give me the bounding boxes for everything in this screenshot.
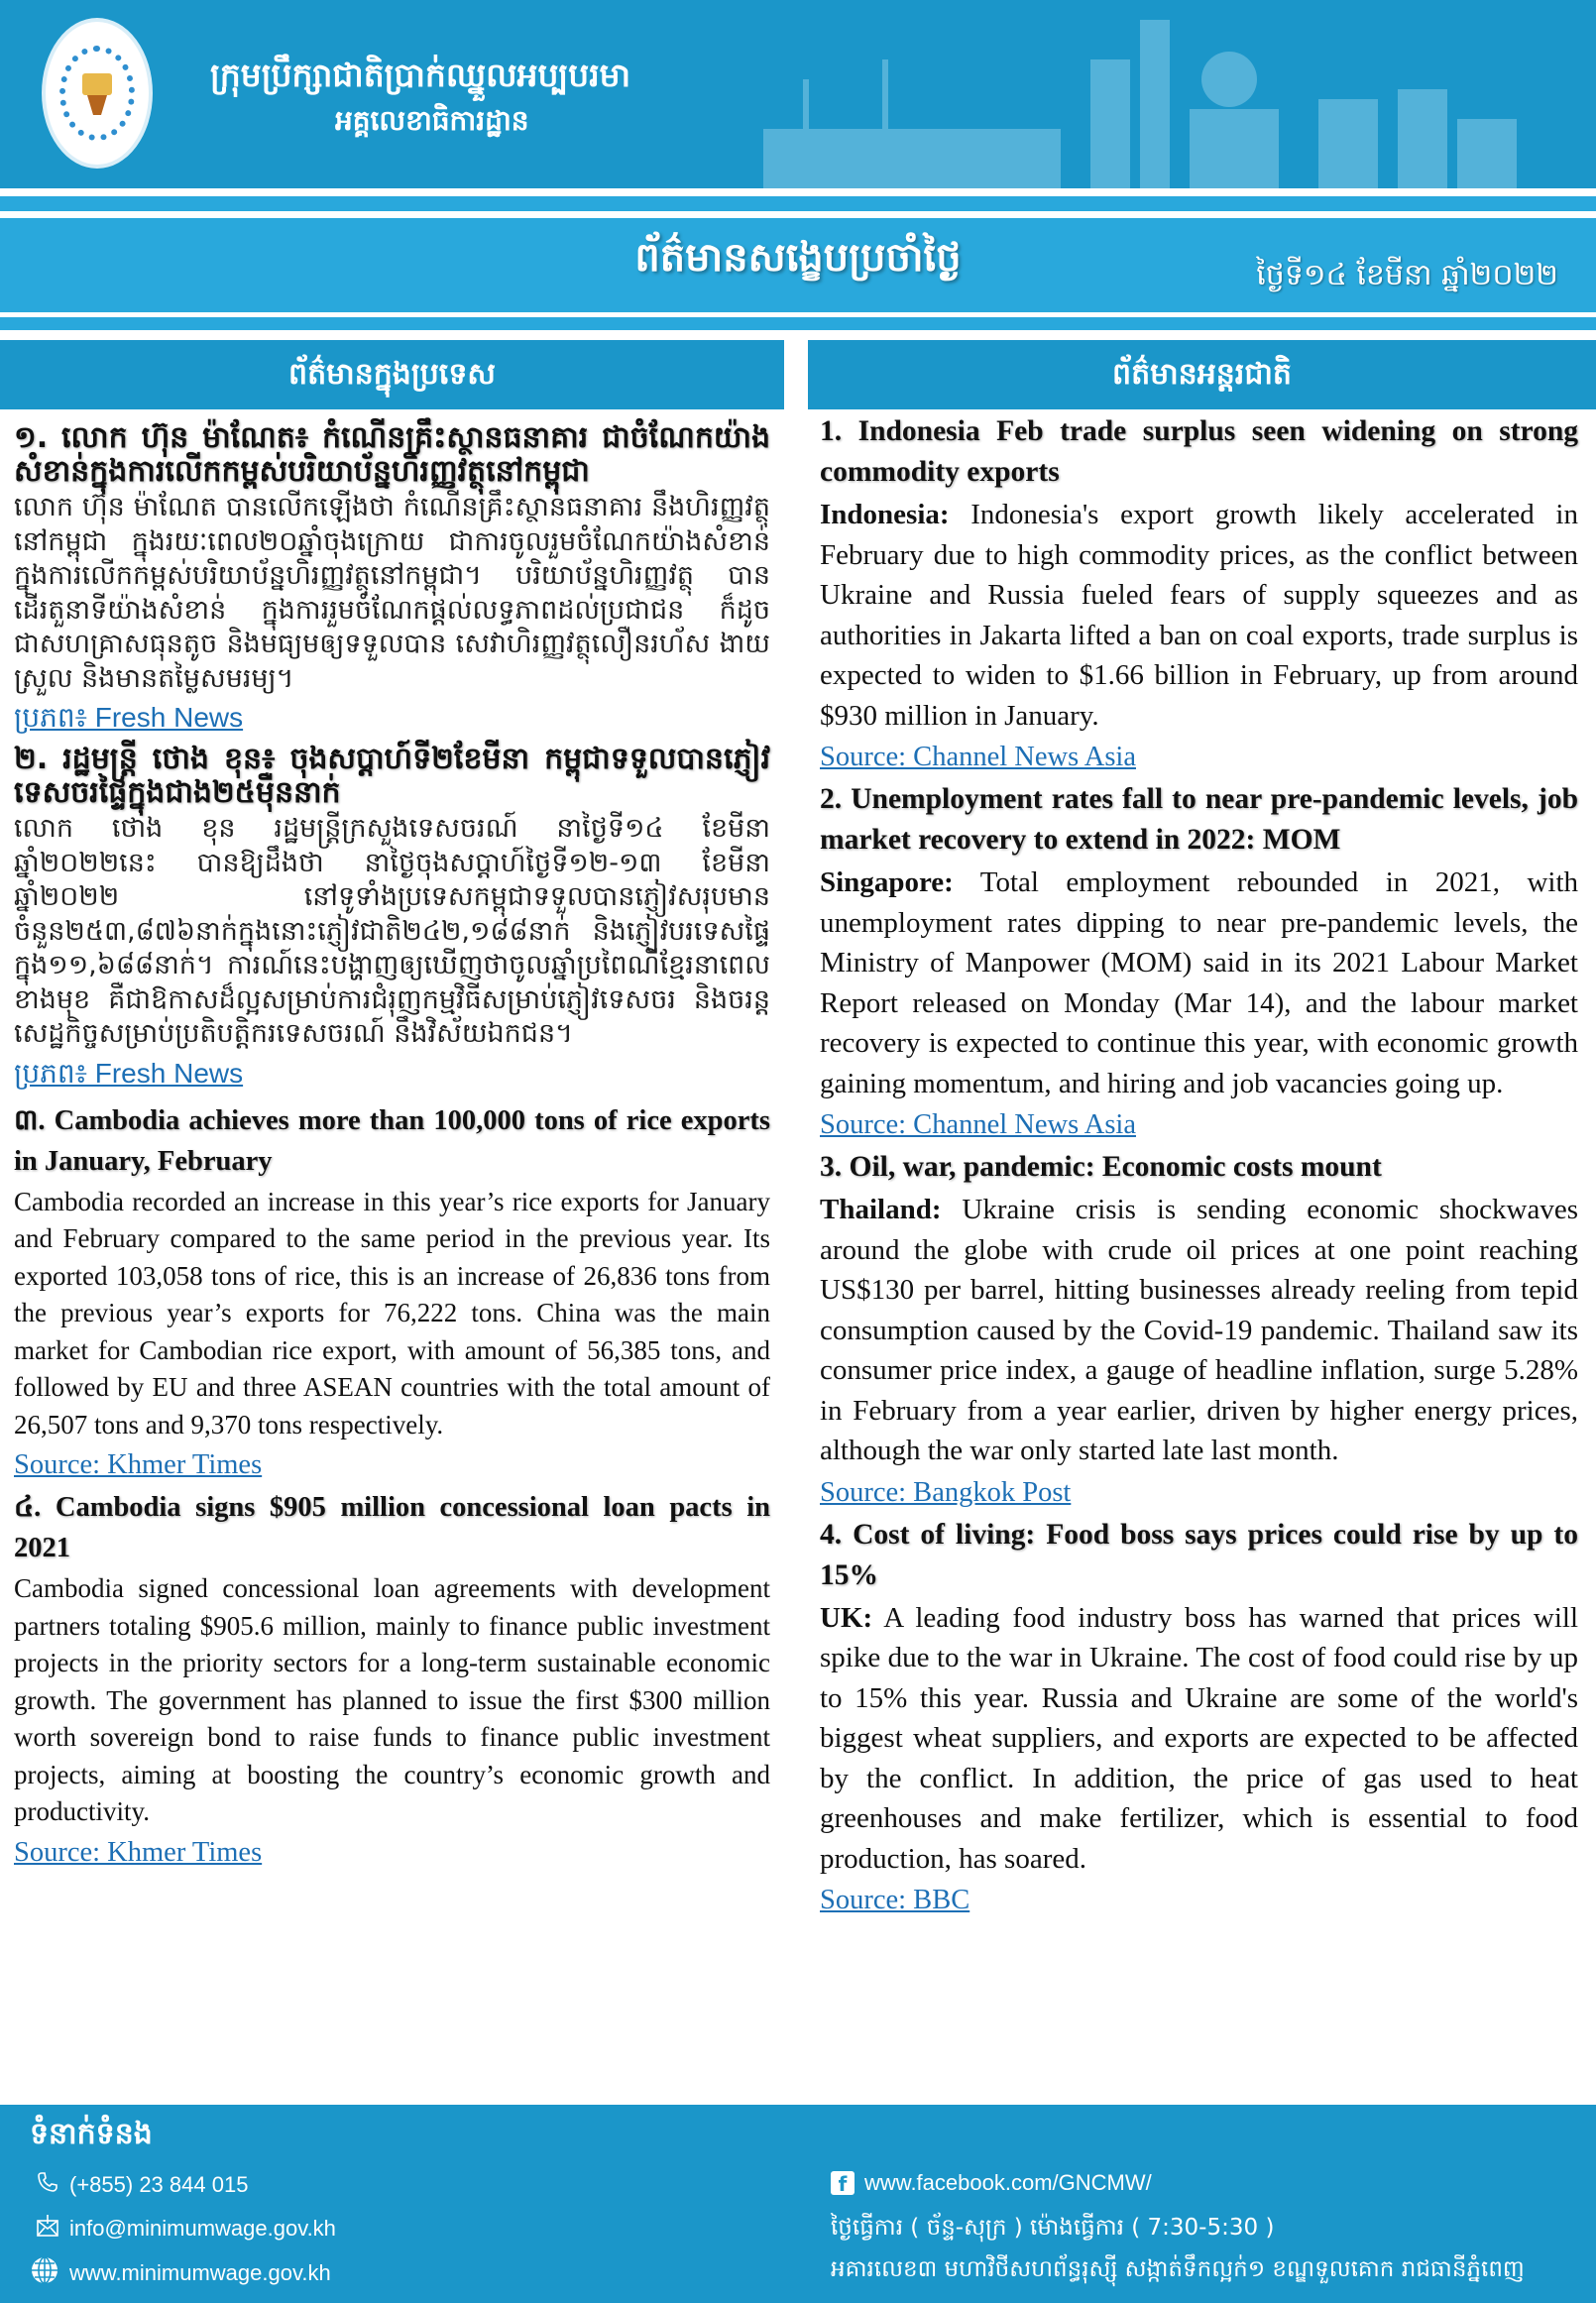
news-body [820,863,1578,1103]
news-text: Indonesia's export growth likely accelerated in February due to high commodity prices, as the conflict between Ukraine and Russia fueled fears of supply squeezes and as authorities in Jakarta lifted a ban on coal exports, trade surplus is expected to widen to $1.66 billion in February, up from around $930 million in January. [820,499,1578,732]
source-link[interactable]: Source: Khmer Times [14,1836,263,1868]
source-link[interactable]: Source: Bangkok Post [820,1476,1072,1508]
page-title: ព័ត៌មានសង្ខេបប្រចាំថ្ងៃ [634,235,962,281]
source-link[interactable]: Source: Channel News Asia [820,742,1136,772]
footer [0,2105,1596,2303]
facebook-icon: f [831,2171,855,2195]
news-title: ៤. Cambodia signs $905 million concessional loan pacts in 2021 [14,1492,770,1563]
news-body: លោក ហ៊ុន ម៉ាណែត បានលើកឡើងថា កំណើនគ្រឹះស្ថានធនាគារ នឹងហិរញ្ញវត្ថុនៅកម្ពុជា ក្នុងរយៈពេល២០ឆ្នាំចុងក្រោយ ជាការចូលរួមចំណែកយ៉ាងសំខាន់ ក្នុងការលើកកម្ពស់បរិយាប័ន្នហិរញ្ញវត្ថុនៅកម្ពុជា។ បរិយាប័ន្នហិរញ្ញវត្ថុ បានដើរតួនាទីយ៉ាងសំខាន់ ក្នុងការរួមចំណែកផ្តល់លទ្ធភាពដល់ប្រជាជន ក៏ដូចជាសហគ្រាសធុនតូច និងមធ្យមឲ្យទទួលបាន សេវាហិរញ្ញវត្ថុលឿនរហ័ស ងាយស្រួល និងមានតម្លៃសមរម្យ។ [14,492,770,694]
email-line [36,2214,336,2244]
news-item [820,411,1578,777]
website-line [30,2255,331,2291]
news-title: ៣. Cambodia achieves more than 100,000 tons of rice exports in January, February [14,1104,770,1177]
news-item [820,1147,1578,1513]
news-location: Thailand: [820,1194,942,1225]
news-body [820,1598,1578,1880]
news-item [14,1487,770,1873]
organization-name: ក្រុមប្រឹក្សាជាតិប្រាក់ឈ្នួលអប្បបរមា [210,56,631,94]
news-title: ១. លោក ហ៊ុន ម៉ាណែត៖ កំណើនគ្រឹះស្ថានធនាគារ ជាចំណែកយ៉ាងសំខាន់ក្នុងការលើកកម្ពស់បរិយាប័ន្នហិរញ្ញវត្ថុនៅកម្ពុជា [14,420,770,489]
news-body [820,1190,1578,1471]
phone-line [36,2170,248,2200]
news-body: លោក ថោង ខុន រដ្ឋមន្ត្រីក្រសួងទេសចរណ៍ នាថ្ងៃទី១៤ ខែមីនា ឆ្នាំ២០២២នេះ បានឱ្យដឹងថា នាថ្ងៃចុងសប្តាហ៍ថ្ងៃទី១២-១៣ ខែមីនា ឆ្នាំ២០២២ នៅទូទាំងប្រទេសកម្ពុជាទទួលបានភ្ញៀវសរុបមានចំនួន២៥៣,៨៧៦នាក់ក្នុងនោះភ្ញៀវជាតិ២៤២,១៨៨នាក់ និងភ្ញៀវបរទេសផ្ទៃក្នុង១១,៦៨៨នាក់។ ការណ៍នេះបង្ហាញឲ្យឃើញថាចូលឆ្នាំប្រពៃណីខ្មែរនាពេលខាងមុខ គឺជាឱកាសដ៏ល្អសម្រាប់ការជំរុញកម្មវិធីសម្រាប់ភ្ញៀវទេសចរ និងចរន្តសេដ្ឋកិច្ចសម្រាប់ប្រតិបត្តិករទេសចរណ៍ នឹងវិស័យឯកជន។ [14,813,770,1049]
contact-heading: ទំនាក់ទំនង [30,2117,153,2151]
office-address: អគារលេខ៣ មហាវិថីសហព័ន្ធរុស្ស៊ី សង្កាត់ទឹកល្អក់១ ខណ្ឌទួលគោក រាជធានីភ្នំពេញ [831,2256,1525,2282]
news-title: 3. Oil, war, pandemic: Economic costs mount [820,1151,1382,1183]
phone-icon [36,2170,59,2200]
news-body: Cambodia signed concessional loan agreements with development partners totaling $905.6 million, mainly to finance public investment projects in the priority sectors for a long-term sustainable economic growth. The government has planned to issue the first $300 million worth sovereign bond to raise funds to finance public investment projects, aiming at boosting the country’s economic growth and productivity. [14,1573,770,1826]
news-title: 2. Unemployment rates fall to near pre-pandemic levels, job market recovery to extend in 2022: MOM [820,783,1578,856]
facebook-line [831,2170,1152,2196]
port-skyline-illustration [763,20,1537,188]
email-address[interactable]: info@minimumwage.gov.kh [69,2216,336,2241]
news-item [14,1100,770,1486]
phone-number[interactable]: (+855) 23 844 015 [69,2172,249,2197]
facebook-link[interactable]: www.facebook.com/GNCMW/ [864,2170,1152,2195]
title-band [0,218,1596,312]
news-body: Cambodia recorded an increase in this year’s rice exports for January and February compared to the same period in the previous year. Its exported 103,058 tons of rice, this is an increase of 26,836 tons from the previous year’s exports for 76,222 tons. China was the main market for Cambodian rice export, with amount of 56,385 tons, and followed by EU and three ASEAN countries with the total amount of 26,507 tons and 9,370 tons respectively. [14,1186,770,1439]
globe-icon [30,2255,59,2291]
news-text: A leading food industry boss has warned that prices will spike due to the war in Ukraine. The cost of food could rise by up to 15% this year. Russia and Ukraine are some of the world's biggest wheat suppliers, and exports are expected to be affected by the conflict. In addition, the price of gas used to heat greenhouses and make fertilizer, which is essential to food production, has soared. [820,1601,1578,1875]
working-hours: ថ្ងៃធ្វើការ ( ច័ន្ទ-សុក្រ ) ម៉ោងធ្វើការ ( 7:30-5:30 ) [831,2215,1275,2241]
news-text: Ukraine crisis is sending economic shockwaves around the globe with crude oil prices at one point reaching US$130 per barrel, hitting businesses already reeling from tepid consumption caused by the Covid-19 pandemic. Thailand saw its consumer price index, a gauge of headline inflation, surge 5.28% in February from a year earlier, driven by higher energy prices, although the war only started late last month. [820,1194,1578,1466]
international-news-column [808,340,1596,1920]
news-location: Singapore: [820,866,954,898]
news-item [14,421,770,743]
header-stripe [0,196,1596,211]
source-link[interactable]: Source: Channel News Asia [820,1109,1136,1140]
news-item [820,1515,1578,1921]
logo-book-icon [82,73,112,95]
organization-subtitle: អគ្គលេខាធិការដ្ឋាន [335,104,529,137]
header-stripe-bottom [0,317,1596,330]
news-item [14,743,770,1098]
source-link[interactable]: Source: Khmer Times [14,1449,263,1480]
source-link[interactable]: ប្រភព៖ Fresh News [14,702,244,733]
issue-date: ថ្ងៃទី១៤ ខែមីនា ឆ្នាំ២០២២ [1256,258,1558,292]
news-title: 4. Cost of living: Food boss says prices could rise by up to 15% [820,1518,1578,1591]
news-location: Indonesia: [820,499,950,530]
news-item [820,779,1578,1145]
news-location: UK: [820,1601,873,1634]
source-link[interactable]: Source: BBC [820,1885,970,1915]
news-body [820,495,1578,736]
domestic-news-heading: ព័ត៌មានក្នុងប្រទេស [0,340,784,409]
header-banner [0,0,1596,188]
news-title: ២. រដ្ឋមន្ត្រី ថោង ខុន៖ ចុងសប្តាហ៍ទី២ខែមីនា កម្ពុជាទទួលបានភ្ញៀវទេសចរផ្ទៃក្នុងជាង២៥ម៉ឺននាក់ [14,742,770,810]
ministry-logo [42,18,153,169]
news-title: 1. Indonesia Feb trade surplus seen widening on strong commodity exports [820,415,1578,488]
mail-icon [36,2214,59,2244]
international-news-heading: ព័ត៌មានអន្តរជាតិ [808,340,1596,409]
source-link[interactable]: ប្រភព៖ Fresh News [14,1057,244,1089]
website-link[interactable]: www.minimumwage.gov.kh [69,2260,331,2285]
news-text: Total employment rebounded in 2021, with unemployment rates dipping to near pre-pandemic levels, the Ministry of Manpower (MOM) said in its 2021 Labour Market Report released on Monday (Mar 14), and the labour market recovery is expected to continue this year, with economic growth gaining momentum, and hiring and job vacancies going up. [820,866,1578,1099]
domestic-news-column [0,340,784,1873]
